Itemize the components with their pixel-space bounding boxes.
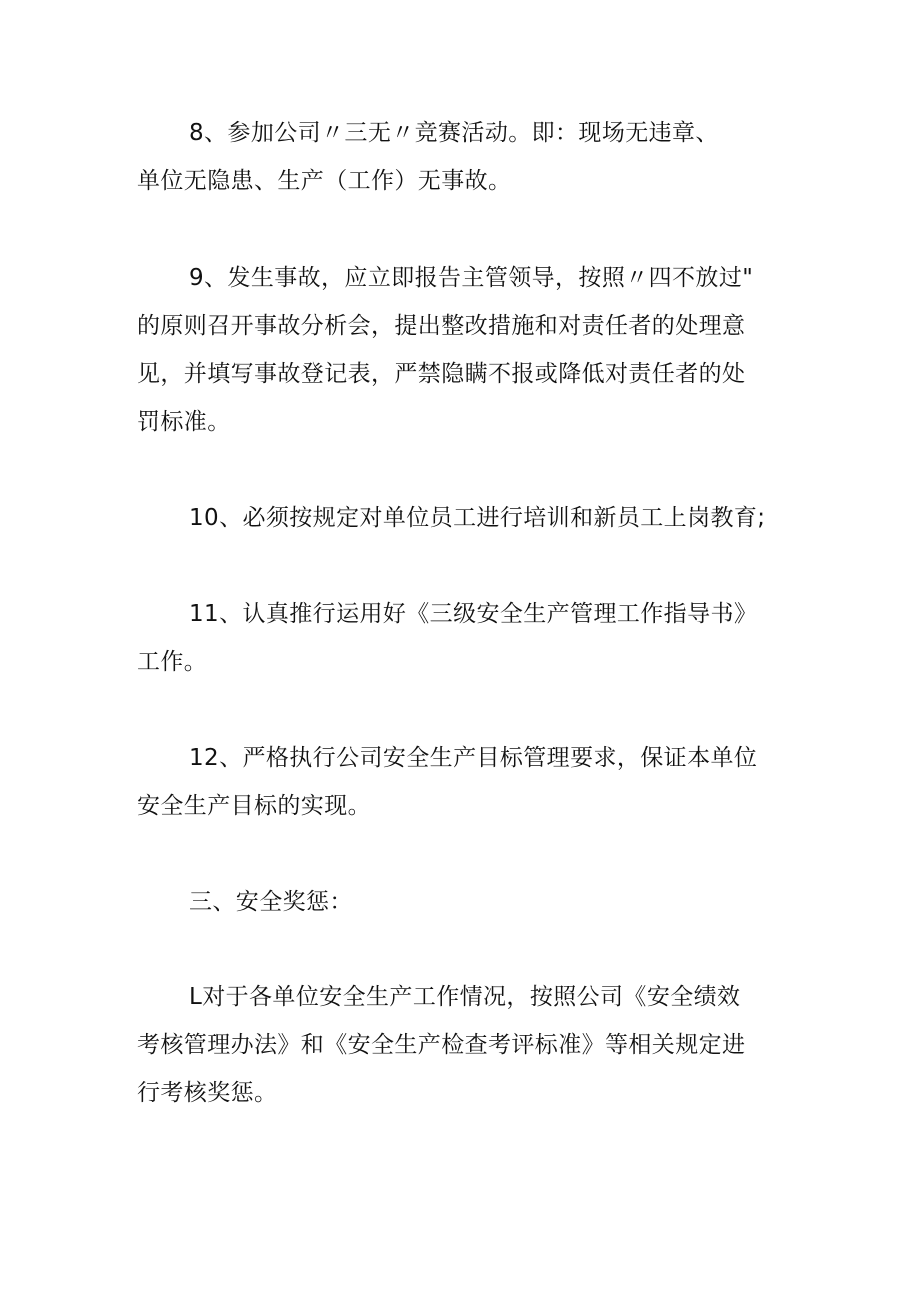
- section-heading: [137, 878, 787, 926]
- paragraph-item-12: [137, 734, 787, 830]
- paragraph-item-11: [137, 590, 787, 686]
- paragraph-item-10: [137, 494, 787, 542]
- paragraph-item-9: [137, 254, 787, 446]
- text-line: 行考核奖惩。: [137, 1080, 278, 1106]
- text-line: 安全生产目标的实现。: [137, 793, 371, 819]
- text-line: 见，并填写事故登记表，严禁隐瞒不报或降低对责任者的处: [137, 361, 746, 387]
- text-line: 考核管理办法》和《安全生产检查考评标准》等相关规定进: [137, 1032, 746, 1058]
- text-line: 8、参加公司〃三无〃竞赛活动。即：现场无违章、: [189, 120, 719, 146]
- text-line: 11、认真推行运用好《三级安全生产管理工作指导书》: [189, 601, 758, 627]
- text-line: L对于各单位安全生产工作情况，按照公司《安全绩效: [189, 984, 741, 1010]
- text-line: 三、安全奖惩：: [189, 889, 353, 915]
- text-line: 10、必须按规定对单位员工进行培训和新员工上岗教育;: [189, 505, 766, 531]
- text-line: 罚标准。: [137, 409, 231, 435]
- text-line: 的原则召开事故分析会，提出整改措施和对责任者的处理意: [137, 313, 746, 339]
- text-line: 单位无隐患、生产（工作）无事故。: [137, 168, 512, 194]
- text-line: 12、严格执行公司安全生产目标管理要求，保证本单位: [189, 745, 758, 771]
- text-line: 工作。: [137, 649, 208, 675]
- paragraph-item-8: [137, 109, 787, 205]
- text-line: 9、发生事故，应立即报告主管领导，按照〃四不放过": [189, 265, 754, 291]
- paragraph-reward-penalty-1: [137, 973, 787, 1117]
